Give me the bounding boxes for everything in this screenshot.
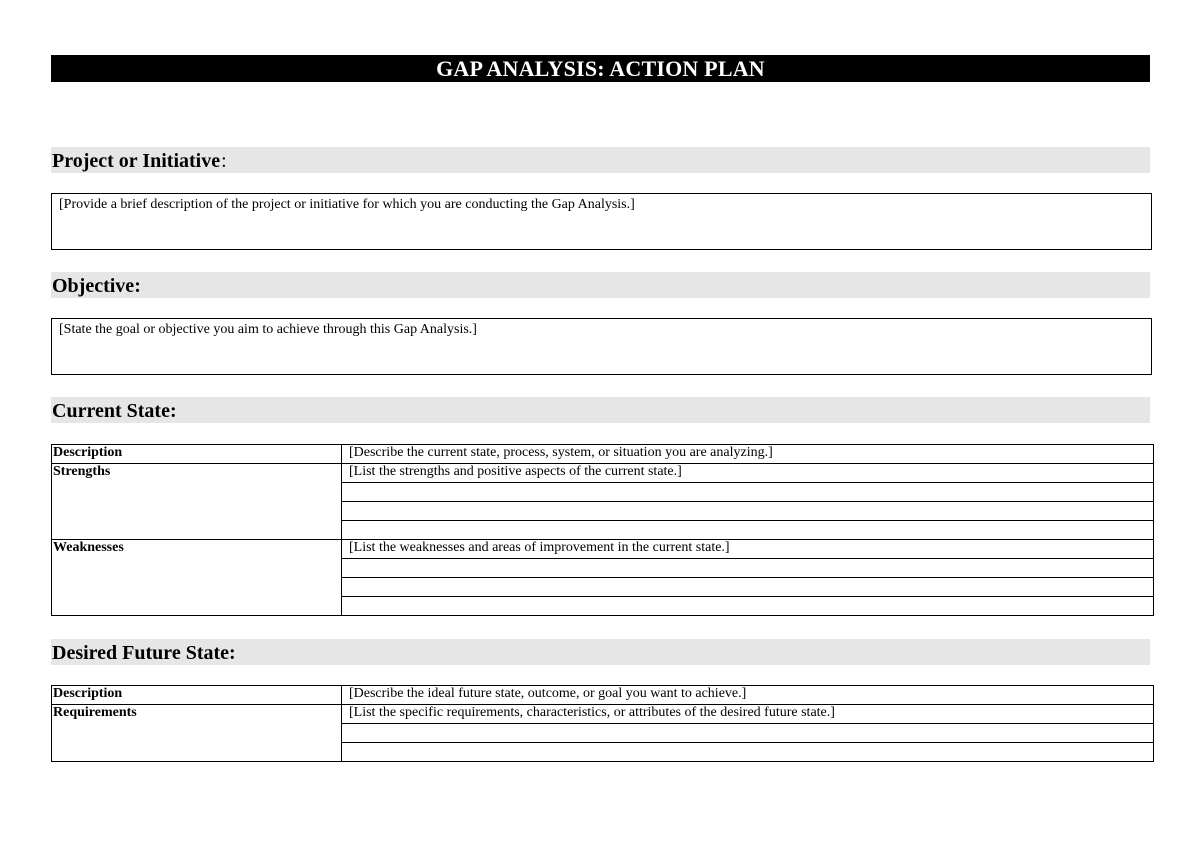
project-heading-colon: :: [221, 150, 227, 172]
weaknesses-cell-3[interactable]: [342, 578, 1154, 597]
current-state-heading-label: Current State:: [52, 400, 177, 422]
table-row: [52, 464, 1154, 483]
project-heading-label: Project or Initiative: [52, 150, 221, 172]
future-description-cell[interactable]: [Describe the ideal future state, outcome, or goal you want to achieve.]: [342, 686, 1154, 705]
weaknesses-cell-4[interactable]: [342, 597, 1154, 616]
objective-field[interactable]: [State the goal or objective you aim to achieve through this Gap Analysis.]: [51, 318, 1152, 375]
strengths-cell-1[interactable]: [List the strengths and positive aspects of the current state.]: [342, 464, 1154, 483]
strengths-cell-2[interactable]: [342, 483, 1154, 502]
requirements-cell-1[interactable]: [List the specific requirements, characteristics, or attributes of the desired future state.]: [342, 705, 1154, 724]
current-state-heading: [51, 397, 1150, 423]
table-row: [52, 705, 1154, 724]
current-description-cell[interactable]: [Describe the current state, process, system, or situation you are analyzing.]: [342, 445, 1154, 464]
weaknesses-cell-1[interactable]: [List the weaknesses and areas of improvement in the current state.]: [342, 540, 1154, 559]
current-state-table: [51, 444, 1154, 616]
table-row: [52, 445, 1154, 464]
strengths-label: Strengths: [52, 464, 342, 540]
page-title: GAP ANALYSIS: ACTION PLAN: [51, 55, 1150, 82]
strengths-cell-3[interactable]: [342, 502, 1154, 521]
requirements-cell-2[interactable]: [342, 724, 1154, 743]
objective-heading-label: Objective:: [52, 275, 141, 297]
strengths-cell-4[interactable]: [342, 521, 1154, 540]
future-state-table: [51, 685, 1154, 762]
future-description-label: Description: [52, 686, 342, 705]
current-description-label: Description: [52, 445, 342, 464]
requirements-cell-3[interactable]: [342, 743, 1154, 762]
weaknesses-label: Weaknesses: [52, 540, 342, 616]
future-state-heading: [51, 639, 1150, 665]
project-description-field[interactable]: [Provide a brief description of the project or initiative for which you are conducting the Gap Analysis.]: [51, 193, 1152, 250]
weaknesses-cell-2[interactable]: [342, 559, 1154, 578]
project-heading: [51, 147, 1150, 173]
requirements-label: Requirements: [52, 705, 342, 762]
objective-heading: [51, 272, 1150, 298]
table-row: [52, 540, 1154, 559]
future-state-heading-label: Desired Future State:: [52, 642, 236, 664]
table-row: [52, 686, 1154, 705]
